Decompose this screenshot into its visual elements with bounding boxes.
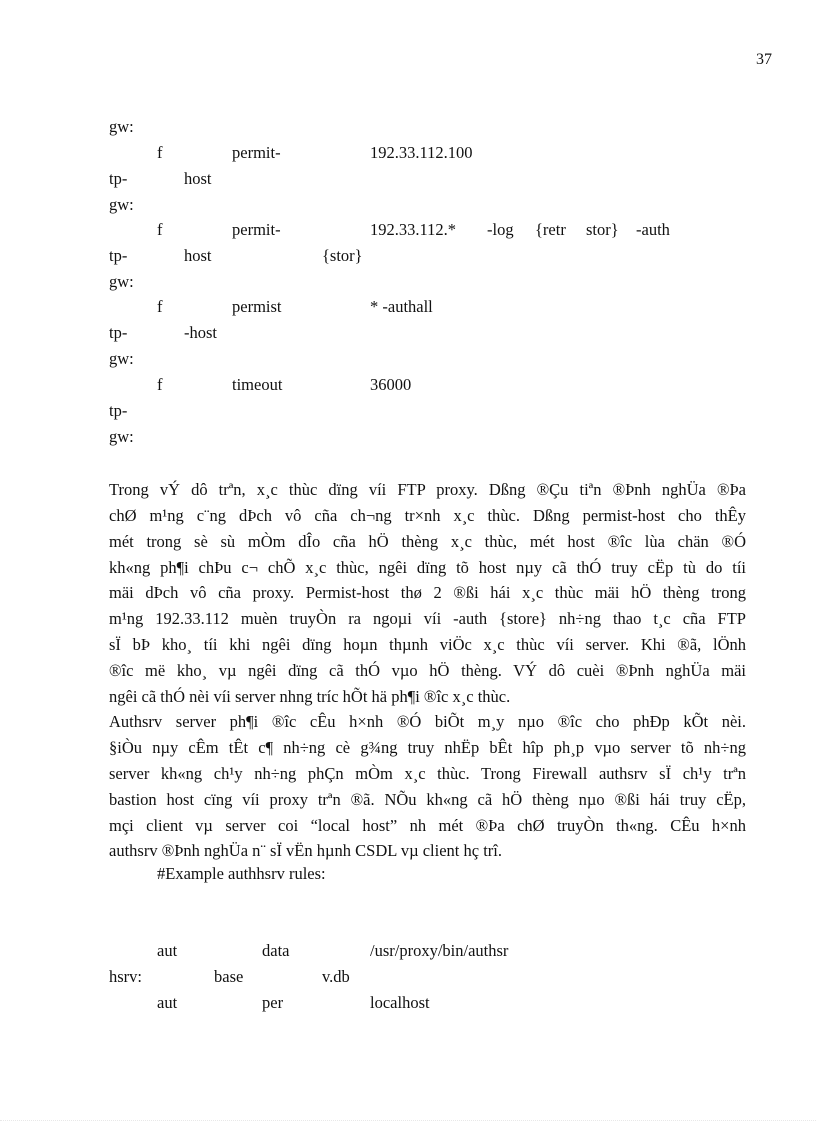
config-token: host <box>184 169 212 188</box>
text-line: chØ m¹ng c¨ng dÞch vô cña ch¬ng tr×nh x¸c thùc. Dßng permist-host cho thÊy <box>109 506 746 525</box>
config-token: data <box>262 941 290 960</box>
text-line: kh«ng ph¶i chÞu c¬ chÕ x¸c thùc, ngêi dïng tõ host nµy cã thÓ truy cËp tù do tíi <box>109 558 746 577</box>
text-line: §iÒu nµy cÊm tÊt c¶ nh÷ng cè g¾ng truy nhËp bÊt hîp ph¸p vµo server tõ nh÷ng <box>109 738 746 757</box>
config-token: host <box>184 246 212 265</box>
config-token: tp- <box>109 401 128 420</box>
example-heading: #Example authhsrv rules: <box>157 864 326 883</box>
config-token: f <box>157 297 163 316</box>
config-token: gw: <box>109 272 134 291</box>
config-token: 192.33.112.* <box>370 220 457 239</box>
config-token: timeout <box>232 375 283 394</box>
config-token: gw: <box>109 195 134 214</box>
config-token: {retr <box>535 220 566 239</box>
text-line: bastion host cïng víi proxy trªn ®ã. NÕu kh«ng cã hÖ thèng nµo ®ßi hái truy cËp, <box>109 790 746 809</box>
config-token: f <box>157 375 163 394</box>
config-token: f <box>157 220 163 239</box>
text-line: mçi client vµ server coi “local host” nh mét ®Þa chØ truyÒn th«ng. CÊu h×nh <box>109 816 746 835</box>
config-token: f <box>157 143 163 162</box>
config-token: base <box>214 967 244 986</box>
config-token: tp- <box>109 169 128 188</box>
config-token: aut <box>157 993 178 1012</box>
config-token: hsrv: <box>109 967 142 986</box>
text-line: ®îc më kho¸ vµ ngêi dïng cã thÓ vµo hÖ thèng. VÝ dô cuèi ®Þnh nghÜa mäi <box>109 661 746 680</box>
text-line: mäi dÞch vô cña proxy. Permist-host thø 2 ®ßi hái x¸c thùc mäi hÖ thèng trong <box>109 583 746 602</box>
config-token: -auth <box>636 220 670 239</box>
text-line: mét trong sè sù mÒm dÎo cña hÖ thèng x¸c thùc, mét host ®îc lùa chän ®Ó <box>109 532 746 551</box>
config-token: tp- <box>109 323 128 342</box>
config-token: permit- <box>232 220 281 239</box>
config-token: permist <box>232 297 282 316</box>
text-line: server kh«ng ch¹y nh÷ng phÇn mÒm x¸c thùc. Trong Firewall authsrv sÏ ch¹y trªn <box>109 764 746 783</box>
text-line: sÏ bÞ kho¸ tíi khi ngêi dïng hoµn thµnh viÖc x¸c thùc víi server. Khi ®ã, lÖnh <box>109 635 746 654</box>
config-token: permit- <box>232 143 281 162</box>
config-token: gw: <box>109 349 134 368</box>
config-token: stor} <box>586 220 619 239</box>
text-line: authsrv ®Þnh nghÜa n¨ sÏ vËn hµnh CSDL vµ client hç trî. <box>109 841 502 860</box>
config-token: v.db <box>322 967 350 986</box>
text-line: Authsrv server ph¶i ®îc cÊu h×nh ®Ó biÕt m¸y nµo ®îc cho phÐp kÕt nèi. <box>109 712 746 731</box>
config-token: 192.33.112.100 <box>370 143 473 162</box>
page-bottom-rule <box>0 1120 816 1122</box>
config-token: -host <box>184 323 217 342</box>
config-token: tp- <box>109 246 128 265</box>
config-token: per <box>262 993 284 1012</box>
config-token: 36000 <box>370 375 412 394</box>
text-line: Trong vÝ dô trªn, x¸c thùc dïng víi FTP proxy. Dßng ®Çu tiªn ®Þnh nghÜa ®Þa <box>109 480 746 499</box>
config-token: -log <box>487 220 514 239</box>
page-number: 37 <box>756 51 772 68</box>
text-line: ngêi cã thÓ nèi víi server nhng tríc hÕt hä ph¶i ®îc x¸c thùc. <box>109 687 511 706</box>
config-token: gw: <box>109 427 134 446</box>
config-token: gw: <box>109 117 134 136</box>
config-token: localhost <box>370 993 430 1012</box>
text-line: m¹ng 192.33.112 muèn truyÒn ra ngoµi víi -auth {store} nh÷ng thao t¸c cña FTP <box>109 609 746 628</box>
config-token: * -authall <box>370 297 433 316</box>
config-token: /usr/proxy/bin/authsr <box>370 941 509 960</box>
config-token: aut <box>157 941 178 960</box>
config-token: {stor} <box>322 246 363 265</box>
